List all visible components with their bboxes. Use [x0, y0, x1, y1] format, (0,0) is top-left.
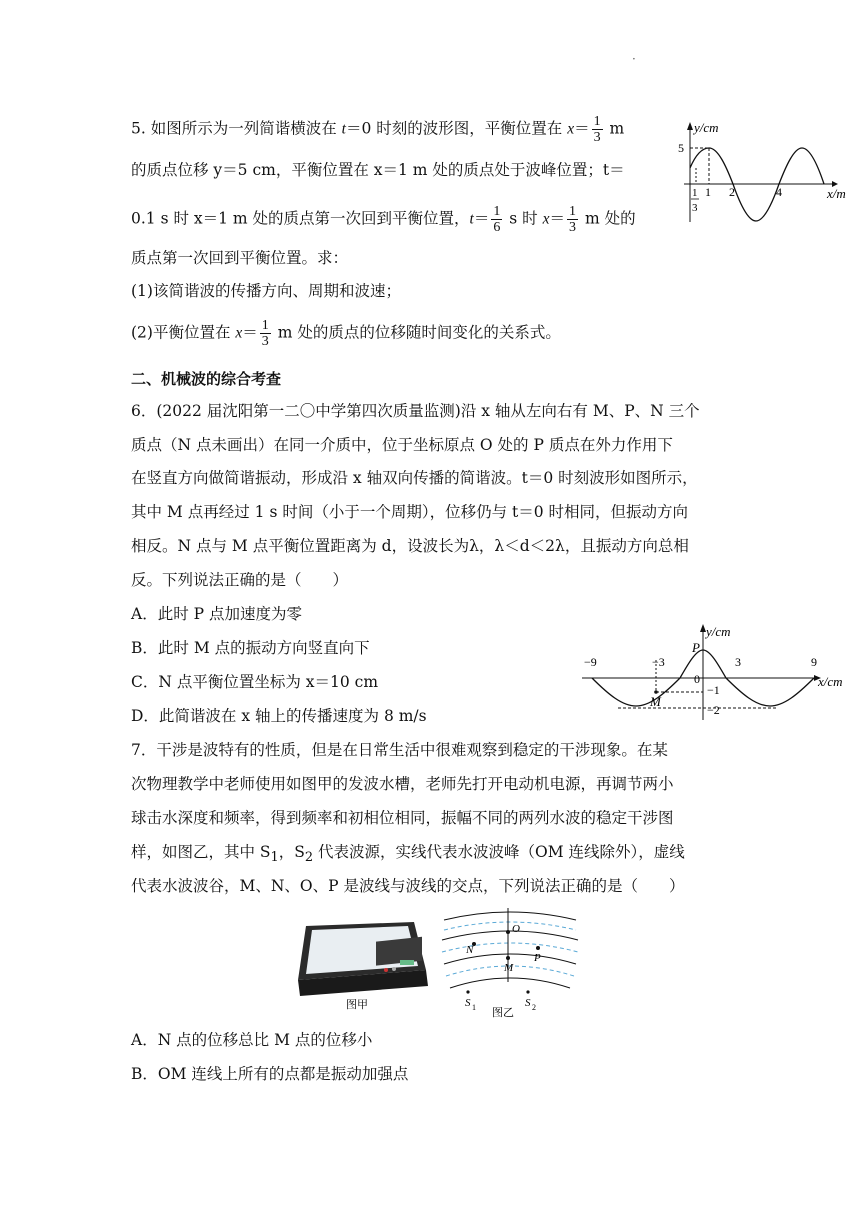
- label-n: N: [466, 944, 474, 956]
- label-s2: S: [525, 997, 531, 1009]
- q7-line-2: 次物理教学中老师使用如图甲的发波水槽，老师先打开电动机电源，再调节两小: [131, 775, 674, 793]
- x-tick-third-num: 1: [692, 187, 698, 199]
- q6-line-4: 其中 M 点再经过 1 s 时间（小于一个周期），位移仍与 t＝0 时相同，但振动方向: [131, 503, 689, 521]
- x-axis-label: x/m: [827, 186, 846, 201]
- x-tick-9: 9: [811, 655, 817, 669]
- x-tick-2: 2: [729, 185, 735, 199]
- caption-yi: 图乙: [492, 1007, 514, 1019]
- y-axis-arrow: [687, 122, 693, 130]
- x-tick-third-den: 3: [692, 202, 698, 214]
- q6-line-6: 反。下列说法正确的是（ ）: [131, 571, 349, 589]
- q6-option-c: C．N 点平衡位置坐标为 x＝10 cm: [131, 673, 379, 691]
- q5-line-2: 的质点位移 y＝5 cm，平衡位置在 x＝1 m 处的质点处于波峰位置；t＝: [131, 161, 625, 179]
- y-tick-5: 5: [678, 141, 684, 155]
- q6-option-a: A．此时 P 点加速度为零: [131, 605, 302, 623]
- x-tick-1: 1: [705, 185, 711, 199]
- y-axis-label: y/cm: [694, 120, 719, 135]
- q7-line-3: 球击水深度和频率，得到频率和初相位相同，振幅不同的两列水波的稳定干涉图: [131, 809, 674, 827]
- q6-option-d: D．此简谐波在 x 轴上的传播速度为 8 m/s: [131, 707, 427, 725]
- y-tick-neg2: −2: [707, 703, 720, 717]
- q6-line-1: 6．(2022 届沈阳第一二〇中学第四次质量监测)沿 x 轴从左向右有 M、P、N 三个: [131, 402, 700, 420]
- q7-line-4: 样，如图乙，其中 $S_1$，$S_2$ 代表波源，实线代表水波波峰（OM 连线除外），虚线: [131, 843, 685, 866]
- q6-wave-figure: [578, 620, 850, 720]
- label-s1: S: [465, 997, 471, 1009]
- label-m: M: [504, 962, 514, 974]
- y-tick-neg1: −1: [707, 683, 720, 697]
- x-tick-4: 4: [776, 185, 782, 199]
- label-p: P: [534, 952, 541, 964]
- control-box: [376, 937, 422, 966]
- q7-option-a: A．N 点的位移总比 M 点的位移小: [131, 1031, 373, 1049]
- ripple-tank-photo: [296, 908, 434, 1020]
- label-s2-sub: 2: [532, 1003, 536, 1012]
- q5-part-2: (2)平衡位置在 x＝ $\frac{1}{3}$ m 处的质点的位移随时间变化的关系式。: [131, 318, 561, 349]
- q5-part-1: (1)该简谐波的传播方向、周期和波速；: [131, 282, 401, 300]
- page-mark: ·: [632, 52, 636, 66]
- q5-line-3: 0.1 s 时 x＝1 m 处的质点第一次回到平衡位置，t＝ $\frac{1}{6}$ s 时 x＝ $\frac{1}{3}$ m 处的: [131, 204, 636, 235]
- label-o: O: [512, 923, 520, 935]
- fraction-one-third: $\frac{1}{3}$: [593, 114, 601, 145]
- x-tick-neg9: −9: [584, 655, 597, 669]
- label-s1-sub: 1: [472, 1003, 476, 1012]
- fraction-one-third: $\frac{1}{3}$: [261, 318, 269, 349]
- section-heading: 二、机械波的综合考查: [131, 370, 282, 388]
- q6-line-2: 质点（N 点未画出）在同一介质中，位于坐标原点 O 处的 P 质点在外力作用下: [131, 436, 673, 454]
- x-axis-label: x/cm: [818, 674, 843, 689]
- q6-line-5: 相反。N 点与 M 点平衡位置距离为 d，设波长为λ，λ＜d＜2λ，且振动方向总相: [131, 537, 689, 555]
- fraction-one-third: $\frac{1}{3}$: [569, 204, 577, 235]
- q6-line-3: 在竖直方向做简谐振动，形成沿 x 轴双向传播的简谐波。t＝0 时刻波形如图所示，: [131, 469, 698, 487]
- q7-line-1: 7．干涉是波特有的性质，但是在日常生活中很难观察到稳定的干涉现象。在某: [131, 741, 668, 759]
- fraction-one-sixth: $\frac{1}{6}$: [493, 204, 501, 235]
- q7-line-5: 代表水波波谷，M、N、O、P 是波线与波线的交点，下列说法正确的是（ ）: [131, 877, 685, 895]
- label-m: M: [650, 694, 661, 709]
- x-tick-neg3: −3: [652, 655, 665, 669]
- y-axis-label: y/cm: [706, 624, 731, 639]
- caption-jia: 图甲: [346, 999, 368, 1011]
- q7-option-b: B．OM 连线上所有的点都是振动加强点: [131, 1065, 409, 1083]
- x-tick-3: 3: [735, 655, 741, 669]
- origin-label: 0: [694, 672, 700, 686]
- q5-line-4: 质点第一次回到平衡位置。求：: [131, 249, 349, 267]
- label-p: P: [692, 640, 700, 655]
- q5-wave-figure: [672, 118, 852, 224]
- interference-figure: [440, 906, 580, 1020]
- q5-line-1: 5. 如图所示为一列简谐横波在 t＝0 时刻的波形图，平衡位置在 x＝ $\frac{1}{3}$ m: [131, 114, 625, 145]
- q6-option-b: B．此时 M 点的振动方向竖直向下: [131, 639, 370, 657]
